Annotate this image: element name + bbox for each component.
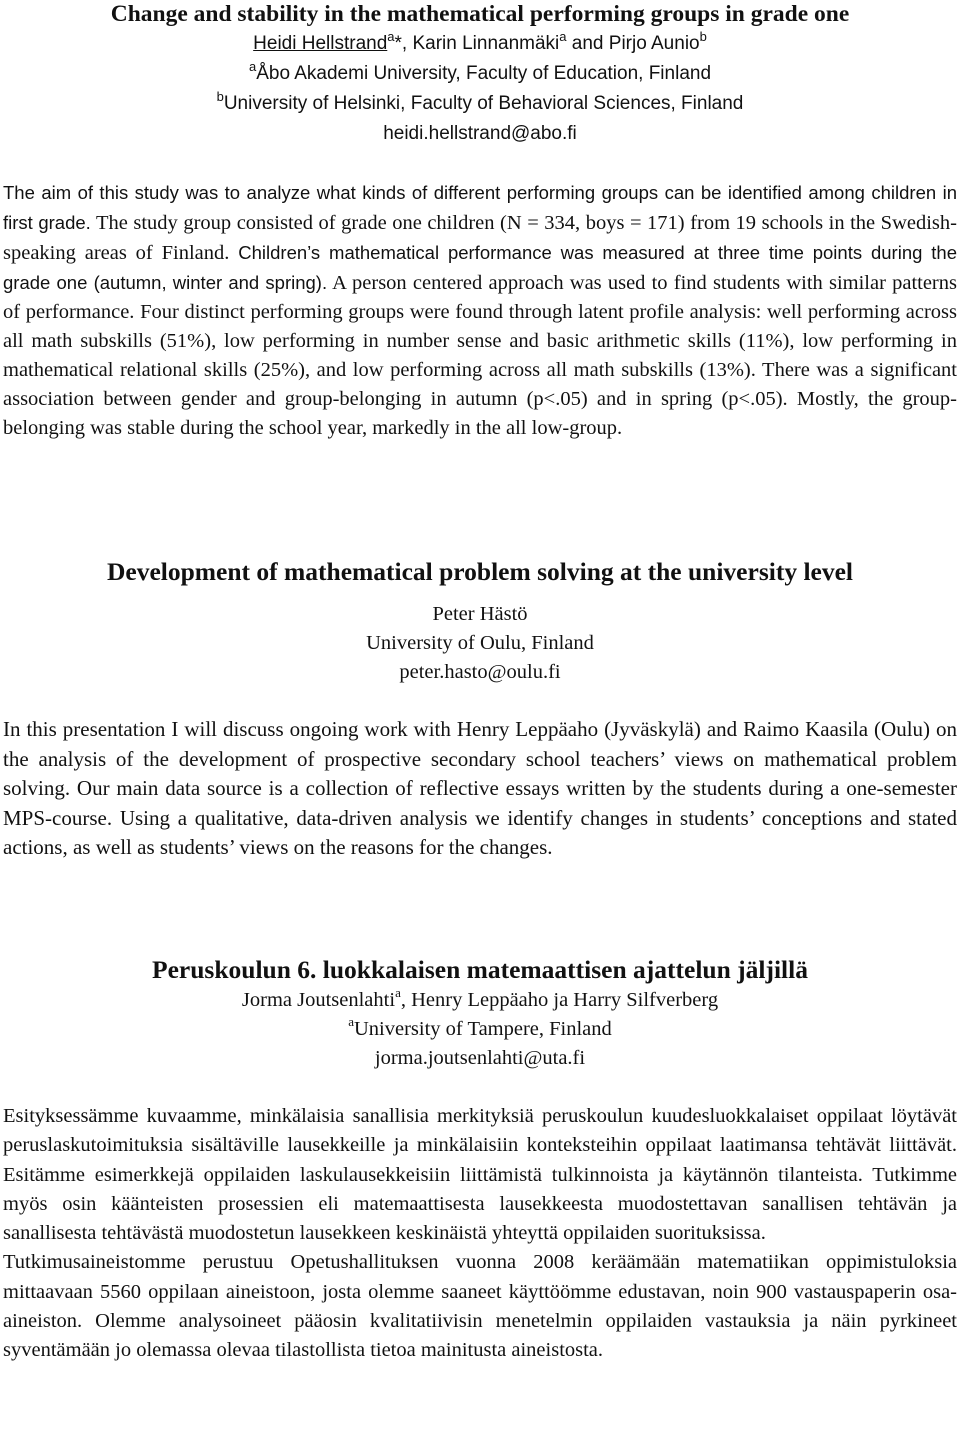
- abstract-3-authors: [3, 986, 957, 1015]
- abstract-2-affiliation: University of Oulu, Finland: [366, 632, 594, 654]
- abstract-3-email: jorma.joutsenlahti@uta.fi: [374, 1047, 586, 1069]
- abstract-1-affiliation-b: [3, 89, 957, 119]
- affil-sup-a-2: a: [559, 28, 567, 44]
- abstract-2: [3, 557, 957, 863]
- abstract-1-body-part-4: A person centered approach was used to find students with similar patterns of performance.: [3, 272, 957, 323]
- abstract-1-body-part-5: Four distinct performing groups were found through latent profile analysis: well performing across all math subskills (51%), low performing in number sense and basic arithmetic skills (11%), low performing in mathematical relational skills (25%), and low performing across all math subskills (13%). There was a significant association between gender and group-belonging in autumn (p<.05) and in spring (p<.05). Mostly, the group-belonging was stable during the school year, markedly in the all low-group.: [3, 301, 957, 439]
- affil-sup-a: a: [387, 28, 395, 44]
- affil-b-sup: b: [216, 88, 224, 104]
- abstract-2-body: In this presentation I will discuss ongoing work with Henry Leppäaho (Jyväskylä) and Raimo Kaasila (Oulu) on the analysis of the development of prospective secondary school teachers’ views on mathematical problem solving. Our main data source is a collection of reflective essays written by the students during a one-semester MPS-course. Using a qualitative, data-driven analysis we identify changes in students’ conceptions and stated actions, as well as students’ views on the reasons for the changes.: [3, 717, 957, 860]
- affil-a-sup: a: [248, 58, 257, 74]
- abstract-3-affiliation: [3, 1015, 957, 1044]
- abstract-1: [3, 0, 957, 443]
- authors-rest-1: *, Karin Linnanmäki: [394, 33, 560, 54]
- abstract-1-title: Change and stability in the mathematical performing groups in grade one: [110, 1, 850, 27]
- abstract-3-affil-text: University of Tampere, Finland: [353, 1018, 612, 1040]
- abstract-1-body-part-3: Children’s mathematical performance was measured at three time points during the grade one (autumn, winter and spring).: [3, 242, 957, 293]
- affil-a-text: Åbo Akademi University, Faculty of Education, Finland: [256, 63, 712, 84]
- abstract-2-title: Development of mathematical problem solving at the university level: [106, 557, 853, 586]
- abstract-1-email: heidi.hellstrand@abo.fi: [383, 123, 577, 144]
- affil-b-text: University of Helsinki, Faculty of Behavioral Sciences, Finland: [223, 93, 744, 114]
- abstract-3: [3, 954, 957, 1366]
- abstract-3-body-2: Tutkimusaineistomme perustuu Opetushallituksen vuonna 2008 keräämään matematiikan oppimistuloksia mittaavaan 5560 oppilaan aineistoon, josta olemme saaneet käyttöömme edustavan, noin 900 vastauspaperin osa-aineiston. Olemme analysoineet pääosin kvalitatiivisin menetelmin oppilaiden vastauksia ja näin pyrkineet syventämään jo olemassa olevaa tilastollista tietoa mainitusta aineistosta.: [3, 1251, 957, 1362]
- abstract-3-affil-sup: a: [348, 1014, 354, 1030]
- abstract-1-body-part-1: The aim of this study was to analyze what kinds of different performing groups can be identified among children in first grade.: [3, 182, 957, 233]
- abstract-3-sup-a: a: [395, 985, 401, 1001]
- abstract-1-authors: [3, 29, 957, 59]
- author-link-hellstrand[interactable]: Heidi Hellstrand: [253, 33, 388, 54]
- abstract-2-email: peter.hasto@oulu.fi: [399, 661, 561, 683]
- abstract-1-body: [3, 178, 957, 443]
- abstract-3-title: Peruskoulun 6. luokkalaisen matemaattisen ajattelun jäljillä: [152, 955, 808, 984]
- abstract-3-authors-rest: , Henry Leppäaho ja Harry Silfverberg: [400, 989, 719, 1011]
- abstract-1-affiliation-a: [3, 59, 957, 89]
- abstract-2-author: Peter Hästö: [432, 603, 528, 625]
- abstract-3-body-1: Esityksessämme kuvaamme, minkälaisia sanallisia merkityksiä peruskoulun kuudesluokkalaiset oppilaat löytävät peruslaskutoimituksia sisältäville lausekkeille ja minkälaisiin konteksteihin oppilaat laatimansa tehtävät liittävät. Esitämme esimerkkejä oppilaiden laskulausekkeisiin liittämistä tulkinnoista ja käytännön tilanteista. Tutkimme myös osin käänteisten prosessien eli matemaattisesta lausekkeesta muodostettavan sanallisen tehtävän ja sanallisesta tehtävästä muodostetun lausekkeen keskinäistä yhteyttä oppilaiden suorituksissa.: [3, 1105, 957, 1245]
- abstract-1-body-part-2: The study group consisted of grade one children (N = 334, boys = 171) from 19 schools in the Swedish-speaking areas of Finland.: [3, 212, 957, 264]
- abstract-3-author-1: Jorma Joutsenlahti: [241, 989, 396, 1011]
- authors-rest-2: and Pirjo Aunio: [566, 33, 700, 54]
- affil-sup-b: b: [699, 28, 707, 44]
